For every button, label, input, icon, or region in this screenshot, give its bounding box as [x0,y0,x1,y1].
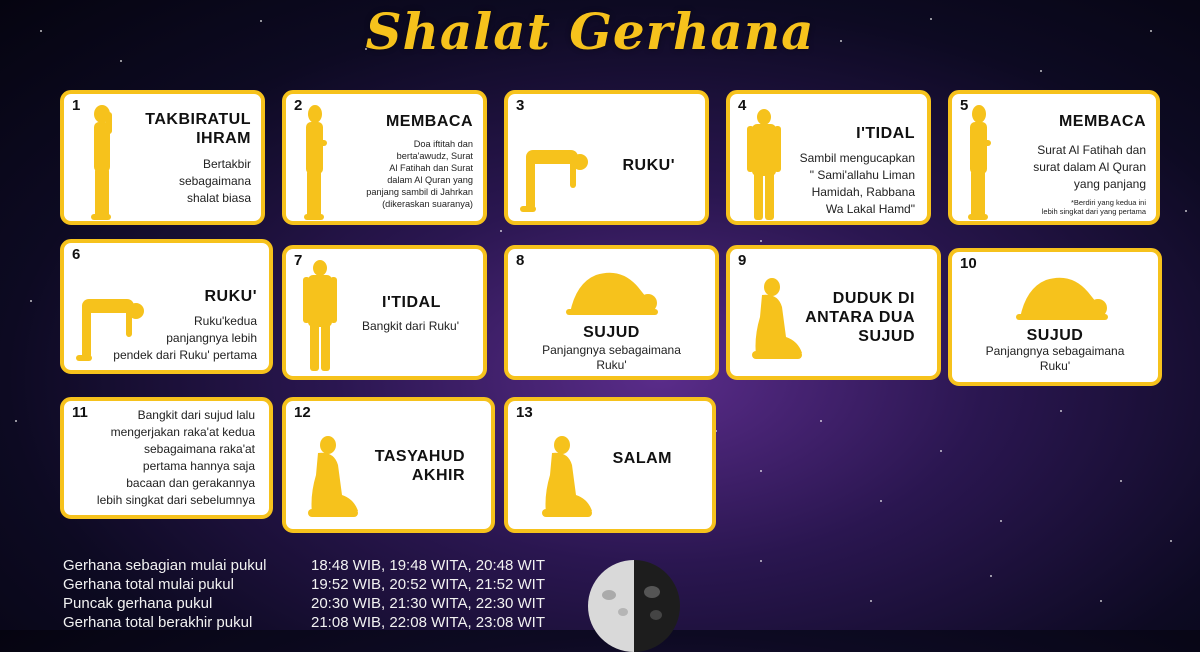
schedule-time: 18:48 WIB, 19:48 WITA, 20:48 WIT [311,557,545,574]
schedule-label: Puncak gerhana pukul [63,595,213,612]
step-number: 3 [516,97,525,114]
step-title-line: SUJUD [858,328,915,345]
step-desc-line: Bangkit dari sujud lalu [137,408,255,422]
standing-reciting-figure-icon [300,104,330,222]
step-card-1 [60,90,265,225]
step-desc-line: bacaan dan gerakannya [126,476,255,490]
schedule-row [63,575,545,594]
step-title-line: MEMBACA [1058,113,1146,130]
step-card-10 [948,248,1162,386]
step-title-line: SALAM [612,450,672,467]
step-desc-line: mengerjakan raka'at kedua [110,425,255,439]
schedule-time: 20:30 WIB, 21:30 WITA, 22:30 WIT [311,595,545,612]
step-number: 4 [738,97,747,114]
schedule-label: Gerhana sebagian mulai pukul [63,557,267,574]
step-number: 5 [960,97,969,114]
step-desc-line: (dikeraskan suaranya) [382,199,473,209]
step-card-2 [282,90,487,225]
step-number: 9 [738,252,747,269]
step-desc-line: Ruku' [1039,359,1071,373]
step-desc-line: Al Fatihah dan Surat [389,163,473,173]
step-number: 7 [294,252,303,269]
step-title-line: I'TIDAL [856,125,915,142]
step-number: 11 [72,404,88,421]
step-title-line: TAKBIRATUL [145,111,251,128]
step-note-line: *Berdiri yang kedua ini [1070,198,1146,207]
step-card-11 [60,397,273,519]
step-title-line: RUKU' [204,288,257,305]
step-desc-line: " Sami'allahu Liman [809,168,915,182]
step-card-9 [726,245,941,380]
step-title-line: IHRAM [196,130,251,147]
sitting-figure-icon [306,435,362,519]
schedule-label: Gerhana total mulai pukul [63,576,234,593]
step-desc-line: Hamidah, Rabbana [811,185,915,199]
step-title-line: SUJUD [1026,327,1084,344]
step-desc-line: dalam Al Quran yang [387,175,473,185]
step-desc-line: Surat Al Fatihah dan [1037,143,1146,157]
step-title-line: I'TIDAL [382,294,441,311]
bowing-figure-icon [518,144,593,214]
step-card-4 [726,90,931,225]
step-card-7 [282,245,487,380]
prostrating-figure-icon [566,263,662,319]
prostrating-figure-icon [1016,268,1112,324]
eclipse-schedule [63,556,545,632]
step-desc-line: shalat biasa [186,191,251,205]
step-desc-line: Doa iftitah dan [413,139,473,149]
sitting-figure-icon [750,277,806,361]
step-desc-line: panjangnya lebih [166,331,257,345]
step-desc-line: Ruku' [596,358,627,372]
step-card-5 [948,90,1160,225]
step-number: 2 [294,97,303,114]
step-number: 8 [516,252,525,269]
step-title-line: DUDUK DI [832,290,915,307]
standing-takbir-figure-icon [86,104,120,222]
step-card-13 [504,397,716,533]
step-desc-line: pertama hannya saja [142,459,255,473]
step-desc-line: sebagaimana raka'at [143,442,255,456]
step-card-3 [504,90,709,225]
step-desc-line: Sambil mengucapkan [799,151,915,165]
step-card-6 [60,239,273,374]
step-card-12 [282,397,495,533]
schedule-row [63,594,545,613]
step-desc-line: pendek dari Ruku' pertama [113,348,257,362]
step-note-line: lebih singkat dari yang pertama [1041,207,1146,216]
step-number: 1 [72,97,81,114]
step-title-line: AKHIR [411,467,465,484]
step-desc-line: berta'awudz, Surat [396,151,473,161]
step-desc-line: Ruku'kedua [194,314,257,328]
step-number: 13 [516,404,533,421]
step-number: 10 [960,255,977,272]
step-desc-line: panjang sambil di Jahrkan [366,187,473,197]
step-desc-line: Wa Lakal Hamd" [825,202,915,216]
step-title-line: RUKU' [622,157,675,174]
step-number: 6 [72,246,81,263]
step-desc-line: Panjangnya sebagaimana [985,344,1125,358]
schedule-row [63,613,545,632]
step-desc-line: lebih singkat dari sebelumnya [96,493,255,507]
step-desc-line: yang panjang [1073,177,1146,191]
standing-reciting-figure-icon [964,104,994,222]
step-card-8 [504,245,719,380]
standing-front-figure-icon [300,259,340,375]
schedule-label: Gerhana total berakhir pukul [63,614,253,631]
step-desc-line: surat dalam Al Quran [1033,160,1146,174]
step-title-line: TASYAHUD [374,448,465,465]
step-number: 12 [294,404,311,421]
step-title-line: MEMBACA [385,113,473,130]
sitting-figure-icon [540,435,596,519]
schedule-time: 21:08 WIB, 22:08 WITA, 23:08 WIT [311,614,545,631]
schedule-time: 19:52 WIB, 20:52 WITA, 21:52 WIT [311,576,545,593]
step-title-line: SUJUD [583,324,640,341]
standing-front-figure-icon [744,108,784,224]
page-title: Shalat Gerhana [365,2,815,61]
step-title-line: ANTARA DUA [805,309,915,326]
schedule-row [63,556,545,575]
step-desc-line: Bangkit dari Ruku' [362,319,460,333]
step-desc-line: sebagaimana [178,174,251,188]
step-desc-line: Bertakbir [202,157,251,171]
moon-eclipse-icon [588,560,680,652]
step-desc-line: Panjangnya sebagaimana [542,343,681,357]
